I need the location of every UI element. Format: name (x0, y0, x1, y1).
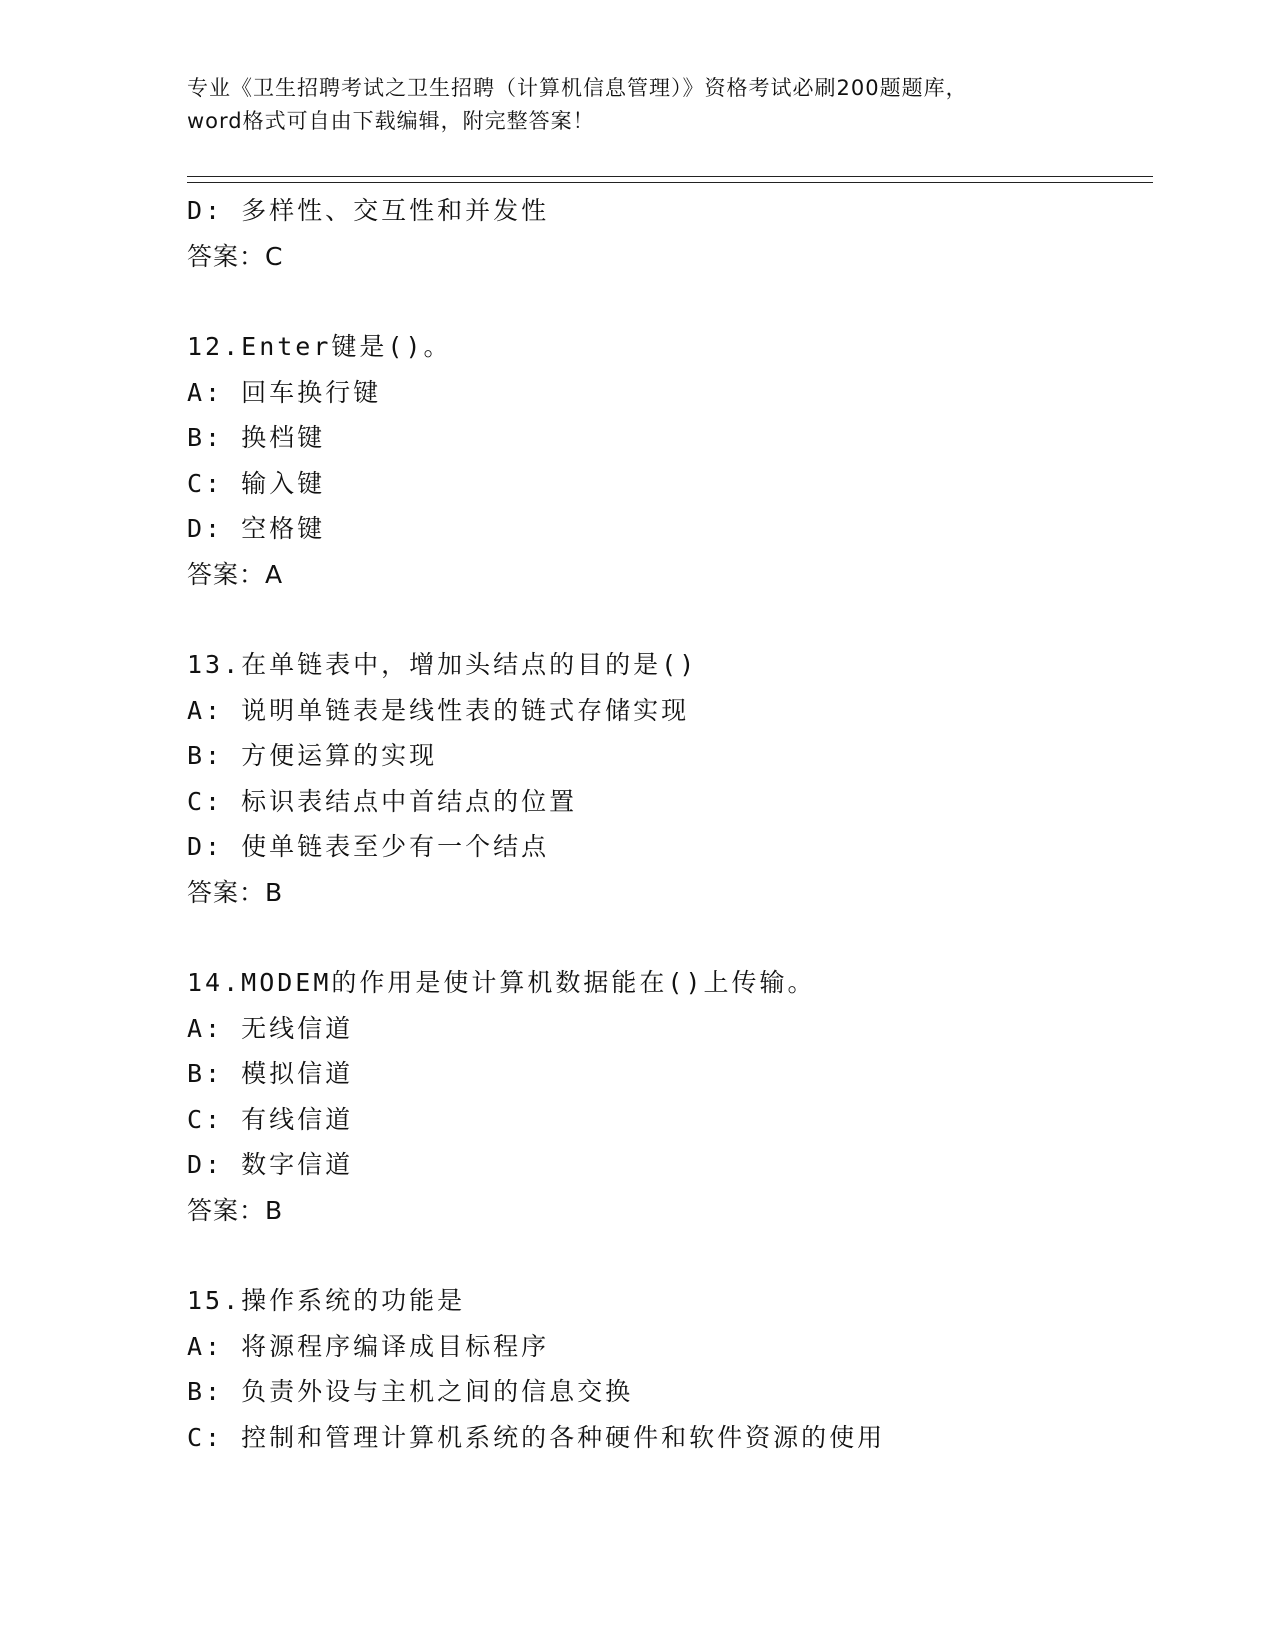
option-c: C: 标识表结点中首结点的位置 (187, 786, 578, 816)
option-b: B: 换档键 (187, 423, 326, 452)
question-15 (187, 1278, 1167, 1460)
spacer (187, 915, 1167, 960)
option-c: C: 有线信道 (187, 1104, 354, 1134)
header-divider-bottom (187, 182, 1153, 183)
answer: 答案：B (187, 877, 284, 907)
question-12 (187, 324, 1167, 597)
document-header (187, 72, 1087, 138)
option-d: D: 空格键 (187, 514, 326, 543)
prev-answer: 答案：C (187, 241, 284, 271)
option-b: B: 模拟信道 (187, 1059, 354, 1088)
spacer (187, 1233, 1167, 1278)
option-b: B: 负责外设与主机之间的信息交换 (187, 1377, 634, 1406)
question-stem: 14.MODEM的作用是使计算机数据能在()上传输。 (187, 968, 816, 997)
option-a: A: 回车换行键 (187, 377, 382, 407)
option-d: D: 使单链表至少有一个结点 (187, 832, 550, 861)
question-14 (187, 960, 1167, 1233)
question-stem: 12.Enter键是()。 (187, 332, 452, 361)
answer: 答案：B (187, 1195, 284, 1225)
spacer (187, 597, 1167, 642)
option-b: B: 方便运算的实现 (187, 741, 438, 770)
option-d: D: 数字信道 (187, 1150, 354, 1179)
question-list (187, 188, 1167, 1460)
question-stem: 13.在单链表中，增加头结点的目的是() (187, 650, 698, 679)
prev-option-d: D: 多样性、交互性和并发性 (187, 196, 550, 225)
question-stem: 15.操作系统的功能是 (187, 1286, 466, 1315)
header-divider-top (187, 176, 1153, 177)
header-line-1: 专业《卫生招聘考试之卫生招聘（计算机信息管理）》资格考试必刷200题题库， (187, 76, 968, 100)
option-a: A: 说明单链表是线性表的链式存储实现 (187, 695, 690, 725)
option-a: A: 将源程序编译成目标程序 (187, 1331, 550, 1361)
option-c: C: 控制和管理计算机系统的各种硬件和软件资源的使用 (187, 1422, 886, 1452)
spacer (187, 279, 1167, 324)
option-c: C: 输入键 (187, 468, 326, 498)
option-a: A: 无线信道 (187, 1013, 354, 1043)
answer: 答案：A (187, 559, 284, 589)
header-line-2: word格式可自由下载编辑，附完整答案！ (187, 109, 595, 133)
question-13 (187, 642, 1167, 915)
